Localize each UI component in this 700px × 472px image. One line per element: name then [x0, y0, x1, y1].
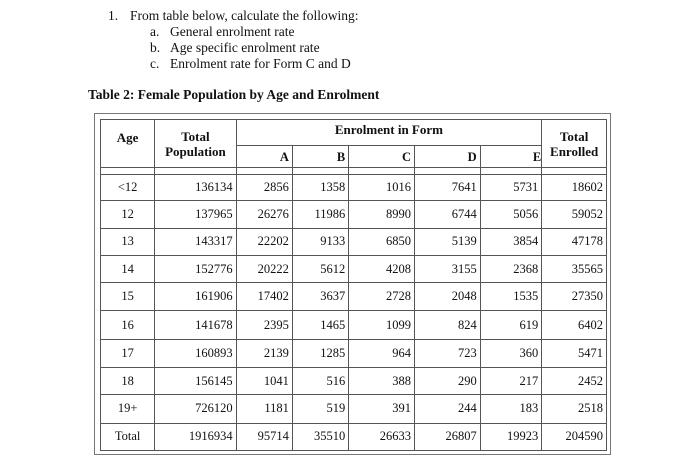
- table-row: [101, 311, 607, 339]
- form-c-cell: 6850: [349, 228, 415, 255]
- age-cell: Total: [101, 423, 155, 450]
- header-form-b: B: [292, 146, 348, 168]
- header-spacer-row: [101, 168, 607, 175]
- header-form-a: A: [236, 146, 292, 168]
- form-a-cell: 2139: [236, 339, 292, 367]
- question-text: From table below, calculate the following:: [130, 8, 359, 23]
- form-b-cell: 35510: [292, 423, 348, 450]
- table-row: [101, 283, 607, 311]
- age-cell: 13: [101, 228, 155, 255]
- age-cell: 16: [101, 311, 155, 339]
- table-row-total: [101, 423, 607, 450]
- age-cell: 12: [101, 201, 155, 228]
- population-cell: 161906: [155, 283, 236, 311]
- form-c-cell: 964: [349, 339, 415, 367]
- form-c-cell: 1016: [349, 175, 415, 201]
- form-c-cell: 388: [349, 368, 415, 395]
- enrolment-table: [100, 119, 607, 451]
- population-cell: 141678: [155, 311, 236, 339]
- item-letter: b.: [150, 40, 161, 55]
- table-row: [101, 368, 607, 395]
- form-c-cell: 2728: [349, 283, 415, 311]
- question-item-b: [150, 40, 359, 56]
- form-e-cell: 5731: [480, 175, 542, 201]
- item-letter: a.: [150, 24, 160, 39]
- question-sub-list: [150, 24, 359, 72]
- total-enrolled-cell: 2452: [542, 368, 607, 395]
- total-enrolled-cell: 27350: [542, 283, 607, 311]
- item-text: General enrolment rate: [170, 24, 295, 39]
- form-d-cell: 26807: [414, 423, 480, 450]
- question-block: [108, 8, 359, 72]
- header-form-d: D: [414, 146, 480, 168]
- age-cell: 17: [101, 339, 155, 367]
- age-cell: 18: [101, 368, 155, 395]
- form-c-cell: 8990: [349, 201, 415, 228]
- table-caption: Table 2: Female Population by Age and Enrolment: [88, 87, 380, 102]
- form-a-cell: 2395: [236, 311, 292, 339]
- form-b-cell: 516: [292, 368, 348, 395]
- form-e-cell: 3854: [480, 228, 542, 255]
- form-b-cell: 9133: [292, 228, 348, 255]
- form-a-cell: 26276: [236, 201, 292, 228]
- form-d-cell: 7641: [414, 175, 480, 201]
- population-cell: 160893: [155, 339, 236, 367]
- form-a-cell: 1041: [236, 368, 292, 395]
- age-cell: 15: [101, 283, 155, 311]
- header-form-c: C: [349, 146, 415, 168]
- population-cell: 156145: [155, 368, 236, 395]
- form-a-cell: 17402: [236, 283, 292, 311]
- form-d-cell: 824: [414, 311, 480, 339]
- form-e-cell: 19923: [480, 423, 542, 450]
- question-line: [108, 8, 359, 24]
- form-a-cell: 1181: [236, 395, 292, 423]
- form-c-cell: 391: [349, 395, 415, 423]
- form-e-cell: 183: [480, 395, 542, 423]
- total-enrolled-cell: 59052: [542, 201, 607, 228]
- form-e-cell: 217: [480, 368, 542, 395]
- form-e-cell: 1535: [480, 283, 542, 311]
- form-d-cell: 3155: [414, 255, 480, 282]
- total-enrolled-cell: 204590: [542, 423, 607, 450]
- form-e-cell: 5056: [480, 201, 542, 228]
- population-cell: 1916934: [155, 423, 236, 450]
- form-d-cell: 290: [414, 368, 480, 395]
- form-c-cell: 4208: [349, 255, 415, 282]
- form-e-cell: 2368: [480, 255, 542, 282]
- population-cell: 137965: [155, 201, 236, 228]
- form-d-cell: 6744: [414, 201, 480, 228]
- table-outer-border: [94, 113, 611, 455]
- table-row: [101, 228, 607, 255]
- header-total-enrolled: Total Enrolled: [542, 120, 607, 168]
- question-item-c: [150, 56, 359, 72]
- question-number: 1.: [108, 8, 119, 23]
- form-b-cell: 1465: [292, 311, 348, 339]
- form-d-cell: 723: [414, 339, 480, 367]
- form-e-cell: 619: [480, 311, 542, 339]
- form-a-cell: 2856: [236, 175, 292, 201]
- header-total-population: Total Population: [155, 120, 236, 168]
- header-enrolment-in-form: Enrolment in Form: [236, 120, 542, 146]
- total-enrolled-cell: 5471: [542, 339, 607, 367]
- table-row: [101, 255, 607, 282]
- form-c-cell: 26633: [349, 423, 415, 450]
- form-b-cell: 1285: [292, 339, 348, 367]
- total-enrolled-cell: 35565: [542, 255, 607, 282]
- population-cell: 726120: [155, 395, 236, 423]
- table-row: [101, 201, 607, 228]
- form-b-cell: 11986: [292, 201, 348, 228]
- total-enrolled-cell: 2518: [542, 395, 607, 423]
- table-row: [101, 395, 607, 423]
- form-a-cell: 95714: [236, 423, 292, 450]
- question-item-a: [150, 24, 359, 40]
- population-cell: 136134: [155, 175, 236, 201]
- header-age: Age: [101, 120, 155, 168]
- header-row-top: [101, 120, 607, 146]
- form-e-cell: 360: [480, 339, 542, 367]
- form-b-cell: 1358: [292, 175, 348, 201]
- form-a-cell: 22202: [236, 228, 292, 255]
- form-c-cell: 1099: [349, 311, 415, 339]
- item-text: Age specific enrolment rate: [170, 40, 320, 55]
- table-row: [101, 339, 607, 367]
- total-enrolled-cell: 6402: [542, 311, 607, 339]
- table-row: [101, 175, 607, 201]
- population-cell: 152776: [155, 255, 236, 282]
- age-cell: 14: [101, 255, 155, 282]
- form-d-cell: 244: [414, 395, 480, 423]
- form-b-cell: 519: [292, 395, 348, 423]
- age-cell: <12: [101, 175, 155, 201]
- form-d-cell: 5139: [414, 228, 480, 255]
- form-b-cell: 5612: [292, 255, 348, 282]
- item-letter: c.: [150, 56, 160, 71]
- total-enrolled-cell: 18602: [542, 175, 607, 201]
- form-a-cell: 20222: [236, 255, 292, 282]
- form-d-cell: 2048: [414, 283, 480, 311]
- item-text: Enrolment rate for Form C and D: [170, 56, 351, 71]
- age-cell: 19+: [101, 395, 155, 423]
- population-cell: 143317: [155, 228, 236, 255]
- total-enrolled-cell: 47178: [542, 228, 607, 255]
- header-form-e: E: [480, 146, 542, 168]
- form-b-cell: 3637: [292, 283, 348, 311]
